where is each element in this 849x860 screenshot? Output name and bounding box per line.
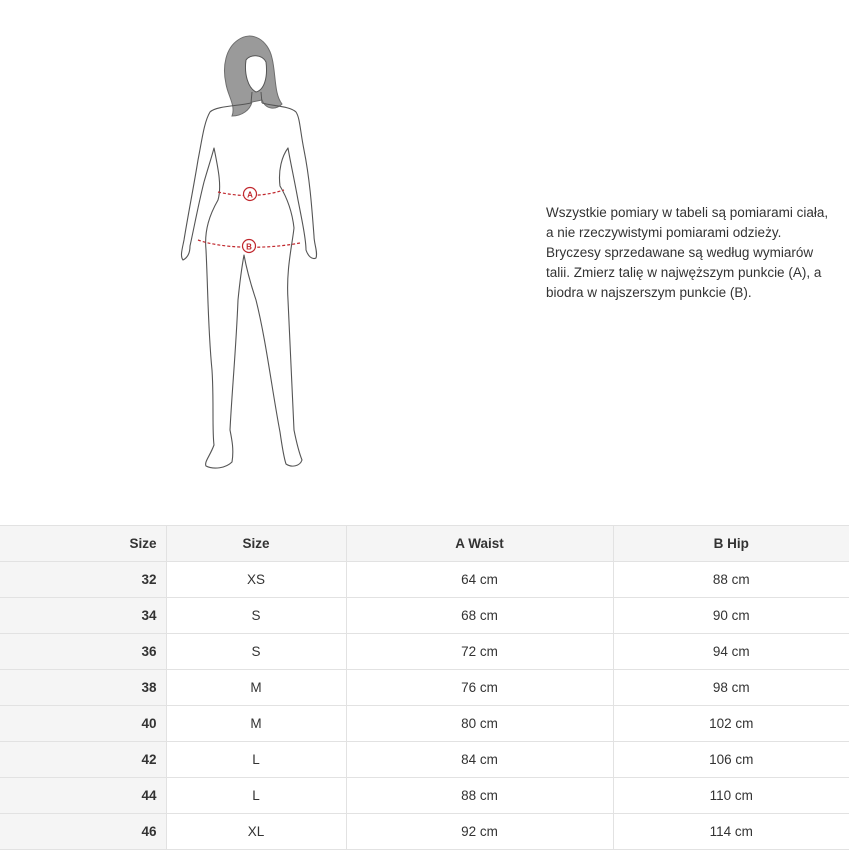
- description-text: Wszystkie pomiary w tabeli są pomiarami ciała, a nie rzeczywistymi pomiarami odzieży. Bryczesy sprzedawane są według wymiarów talii. Zmierz talię w najwęższym punkcie (A), a biodra w najszerszym punkcie (B).: [546, 205, 829, 300]
- cell-size-letter: S: [166, 634, 346, 670]
- cell-hip: 110 cm: [613, 778, 849, 814]
- cell-size-letter: S: [166, 598, 346, 634]
- cell-waist: 64 cm: [346, 562, 613, 598]
- hip-marker-b: B: [246, 242, 252, 252]
- table-row: [0, 814, 849, 850]
- cell-hip: 88 cm: [613, 562, 849, 598]
- table-row: [0, 634, 849, 670]
- cell-hip: 98 cm: [613, 670, 849, 706]
- cell-hip: 114 cm: [613, 814, 849, 850]
- woman-body-silhouette-icon: [150, 18, 350, 478]
- cell-waist: 68 cm: [346, 598, 613, 634]
- size-table: [0, 525, 849, 850]
- cell-size-number: 44: [0, 778, 166, 814]
- cell-waist: 88 cm: [346, 778, 613, 814]
- table-row: [0, 742, 849, 778]
- measurement-description: [546, 203, 846, 303]
- table-row: [0, 562, 849, 598]
- header-hip: B Hip: [613, 526, 849, 562]
- body-measurement-figure: [150, 18, 350, 478]
- cell-size-number: 32: [0, 562, 166, 598]
- cell-size-number: 42: [0, 742, 166, 778]
- cell-size-letter: L: [166, 778, 346, 814]
- table-row: [0, 706, 849, 742]
- cell-size-number: 38: [0, 670, 166, 706]
- cell-waist: 92 cm: [346, 814, 613, 850]
- cell-size-number: 34: [0, 598, 166, 634]
- cell-size-number: 36: [0, 634, 166, 670]
- waist-marker-a: A: [247, 190, 253, 200]
- cell-size-letter: XL: [166, 814, 346, 850]
- cell-waist: 72 cm: [346, 634, 613, 670]
- cell-waist: 76 cm: [346, 670, 613, 706]
- cell-waist: 84 cm: [346, 742, 613, 778]
- cell-size-number: 40: [0, 706, 166, 742]
- header-size-number: Size: [0, 526, 166, 562]
- cell-waist: 80 cm: [346, 706, 613, 742]
- header-size-letter: Size: [166, 526, 346, 562]
- cell-size-letter: L: [166, 742, 346, 778]
- cell-size-letter: XS: [166, 562, 346, 598]
- cell-hip: 94 cm: [613, 634, 849, 670]
- header-waist: A Waist: [346, 526, 613, 562]
- cell-size-number: 46: [0, 814, 166, 850]
- table-row: [0, 598, 849, 634]
- cell-hip: 90 cm: [613, 598, 849, 634]
- cell-hip: 102 cm: [613, 706, 849, 742]
- table-row: [0, 778, 849, 814]
- cell-size-letter: M: [166, 706, 346, 742]
- cell-hip: 106 cm: [613, 742, 849, 778]
- table-header-row: [0, 526, 849, 562]
- cell-size-letter: M: [166, 670, 346, 706]
- table-row: [0, 670, 849, 706]
